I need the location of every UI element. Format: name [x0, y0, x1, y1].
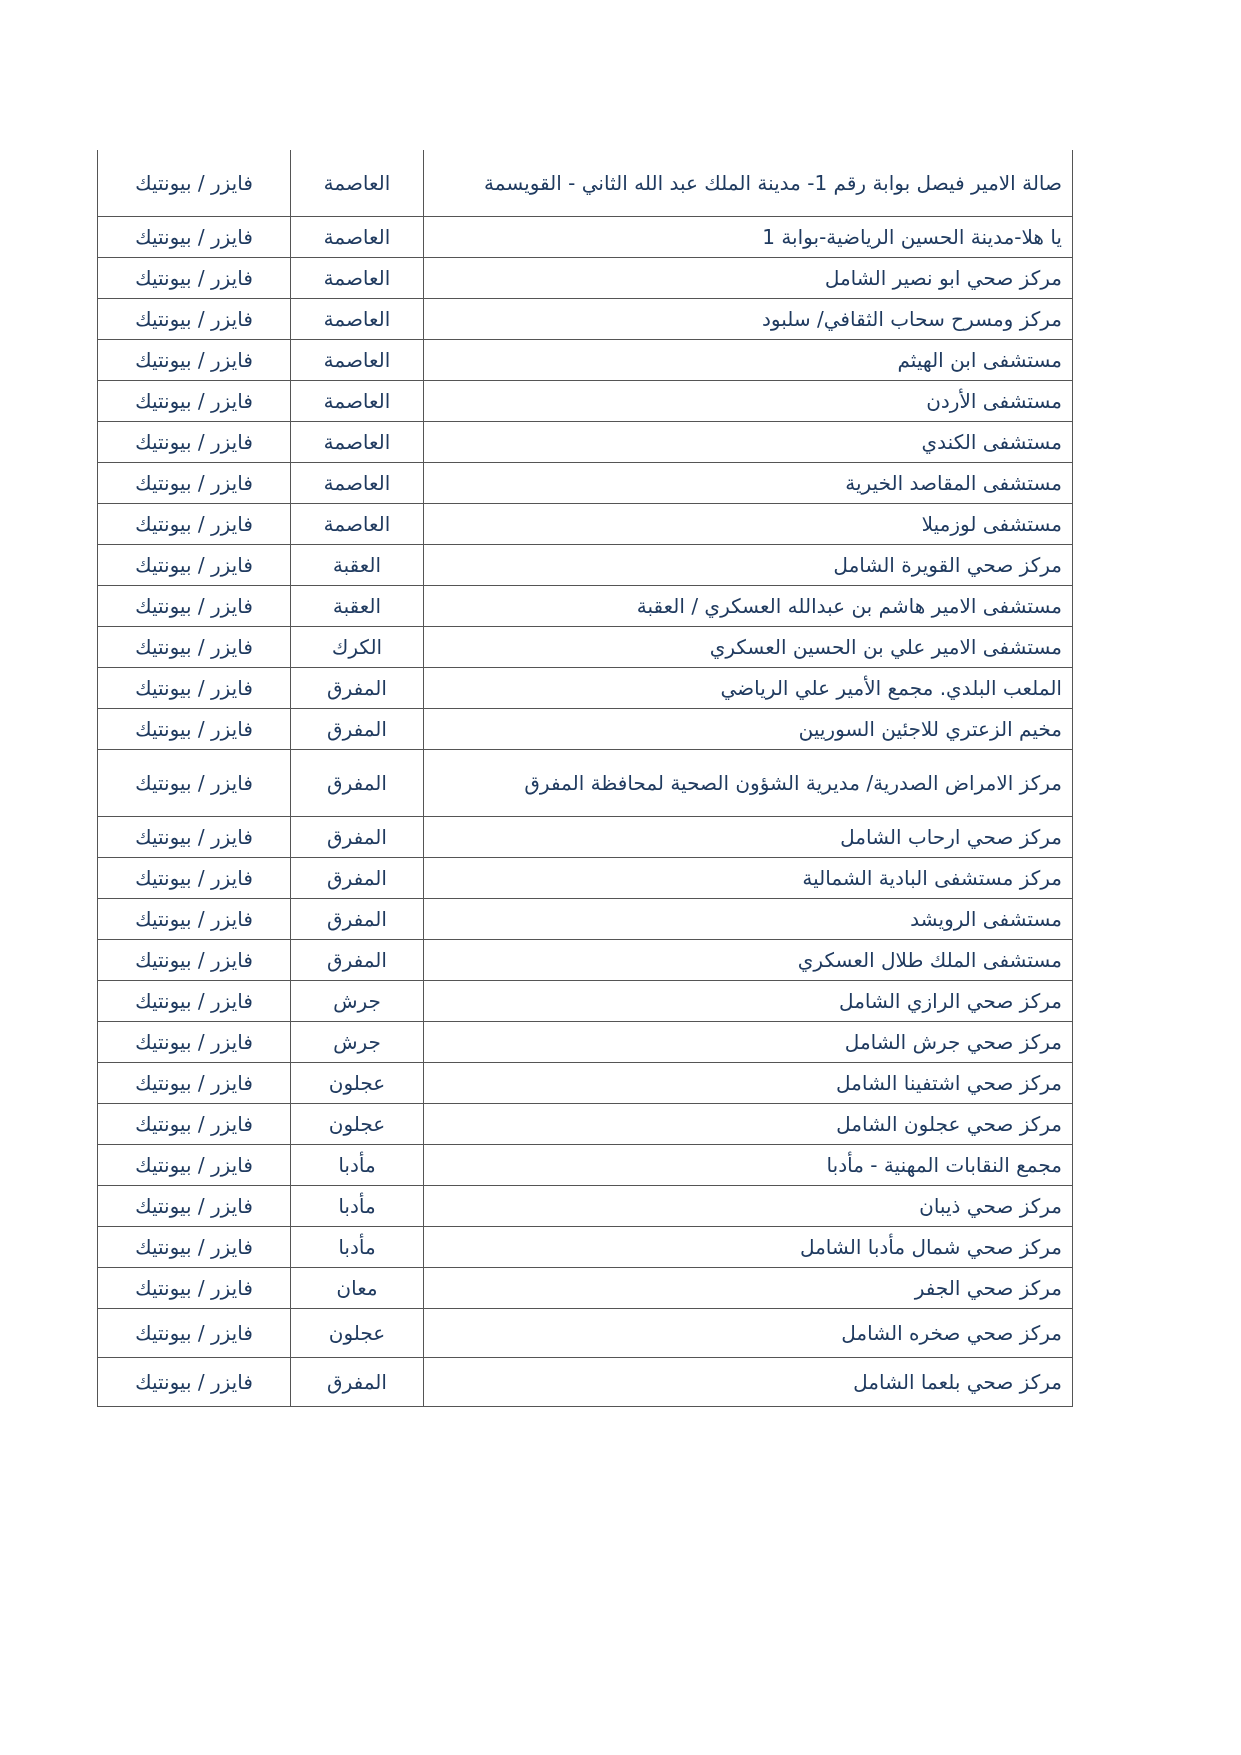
governorate-cell: مأدبا [291, 1145, 424, 1186]
site-name-cell: الملعب البلدي. مجمع الأمير علي الرياضي [424, 668, 1073, 709]
governorate-cell: المفرق [291, 668, 424, 709]
governorate-cell: المفرق [291, 750, 424, 817]
table-row [98, 217, 1073, 258]
vaccine-cell: فايزر / بيونتيك [98, 1145, 291, 1186]
vaccine-cell: فايزر / بيونتيك [98, 504, 291, 545]
vaccine-cell: فايزر / بيونتيك [98, 1227, 291, 1268]
table-row [98, 858, 1073, 899]
table-body [98, 150, 1073, 1407]
table-row [98, 709, 1073, 750]
table-row [98, 545, 1073, 586]
governorate-cell: العقبة [291, 545, 424, 586]
governorate-cell: العاصمة [291, 150, 424, 217]
governorate-cell: المفرق [291, 709, 424, 750]
site-name-cell: مستشفى لوزميلا [424, 504, 1073, 545]
table-row [98, 1186, 1073, 1227]
governorate-cell: العاصمة [291, 422, 424, 463]
governorate-cell: المفرق [291, 940, 424, 981]
table-row [98, 1227, 1073, 1268]
vaccine-cell: فايزر / بيونتيك [98, 545, 291, 586]
governorate-cell: العاصمة [291, 340, 424, 381]
vaccine-cell: فايزر / بيونتيك [98, 463, 291, 504]
site-name-cell: مركز صحي صخره الشامل [424, 1309, 1073, 1358]
governorate-cell: عجلون [291, 1104, 424, 1145]
site-name-cell: مستشفى الامير هاشم بن عبدالله العسكري / العقبة [424, 586, 1073, 627]
vaccine-cell: فايزر / بيونتيك [98, 668, 291, 709]
site-name-cell: مركز صحي شمال مأدبا الشامل [424, 1227, 1073, 1268]
vaccine-cell: فايزر / بيونتيك [98, 1358, 291, 1407]
governorate-cell: معان [291, 1268, 424, 1309]
vaccine-cell: فايزر / بيونتيك [98, 150, 291, 217]
table-row [98, 1358, 1073, 1407]
vaccine-cell: فايزر / بيونتيك [98, 750, 291, 817]
table-row [98, 258, 1073, 299]
site-name-cell: مجمع النقابات المهنية - مأدبا [424, 1145, 1073, 1186]
vaccine-cell: فايزر / بيونتيك [98, 899, 291, 940]
vaccine-cell: فايزر / بيونتيك [98, 858, 291, 899]
vaccine-cell: فايزر / بيونتيك [98, 217, 291, 258]
table-row [98, 1309, 1073, 1358]
table-row [98, 381, 1073, 422]
governorate-cell: عجلون [291, 1063, 424, 1104]
site-name-cell: مركز صحي بلعما الشامل [424, 1358, 1073, 1407]
table-row [98, 504, 1073, 545]
vaccine-cell: فايزر / بيونتيك [98, 1104, 291, 1145]
vaccine-cell: فايزر / بيونتيك [98, 422, 291, 463]
table-row [98, 981, 1073, 1022]
governorate-cell: مأدبا [291, 1227, 424, 1268]
governorate-cell: المفرق [291, 858, 424, 899]
site-name-cell: مستشفى ابن الهيثم [424, 340, 1073, 381]
site-name-cell: مركز صحي ابو نصير الشامل [424, 258, 1073, 299]
vaccination-sites-table [97, 150, 1073, 1407]
table-row [98, 1145, 1073, 1186]
site-name-cell: يا هلا-مدينة الحسين الرياضية-بوابة 1 [424, 217, 1073, 258]
governorate-cell: المفرق [291, 1358, 424, 1407]
site-name-cell: مركز صحي جرش الشامل [424, 1022, 1073, 1063]
site-name-cell: مركز صحي عجلون الشامل [424, 1104, 1073, 1145]
vaccine-cell: فايزر / بيونتيك [98, 586, 291, 627]
table-row [98, 1104, 1073, 1145]
site-name-cell: مركز صحي الجفر [424, 1268, 1073, 1309]
governorate-cell: جرش [291, 981, 424, 1022]
table-row [98, 627, 1073, 668]
table-row [98, 668, 1073, 709]
governorate-cell: العاصمة [291, 463, 424, 504]
vaccine-cell: فايزر / بيونتيك [98, 258, 291, 299]
table-row [98, 340, 1073, 381]
vaccine-cell: فايزر / بيونتيك [98, 1186, 291, 1227]
vaccine-cell: فايزر / بيونتيك [98, 340, 291, 381]
table-row [98, 940, 1073, 981]
table-row [98, 1022, 1073, 1063]
table-row [98, 817, 1073, 858]
governorate-cell: العاصمة [291, 504, 424, 545]
governorate-cell: الكرك [291, 627, 424, 668]
vaccine-cell: فايزر / بيونتيك [98, 981, 291, 1022]
governorate-cell: العاصمة [291, 217, 424, 258]
site-name-cell: مستشفى الرويشد [424, 899, 1073, 940]
governorate-cell: المفرق [291, 817, 424, 858]
vaccine-cell: فايزر / بيونتيك [98, 1063, 291, 1104]
site-name-cell: مستشفى الأردن [424, 381, 1073, 422]
vaccine-cell: فايزر / بيونتيك [98, 627, 291, 668]
vaccine-cell: فايزر / بيونتيك [98, 940, 291, 981]
site-name-cell: مستشفى الكندي [424, 422, 1073, 463]
site-name-cell: مركز صحي القويرة الشامل [424, 545, 1073, 586]
vaccine-cell: فايزر / بيونتيك [98, 709, 291, 750]
table-row [98, 299, 1073, 340]
site-name-cell: مستشفى الملك طلال العسكري [424, 940, 1073, 981]
governorate-cell: مأدبا [291, 1186, 424, 1227]
governorate-cell: العاصمة [291, 299, 424, 340]
site-name-cell: مركز الامراض الصدرية/ مديرية الشؤون الصحية لمحافظة المفرق [424, 750, 1073, 817]
site-name-cell: صالة الامير فيصل بوابة رقم 1- مدينة الملك عبد الله الثاني - القويسمة [424, 150, 1073, 217]
governorate-cell: العاصمة [291, 381, 424, 422]
table-row [98, 1268, 1073, 1309]
table-row [98, 750, 1073, 817]
table-row [98, 586, 1073, 627]
governorate-cell: العاصمة [291, 258, 424, 299]
table-row [98, 463, 1073, 504]
site-name-cell: مركز صحي الرازي الشامل [424, 981, 1073, 1022]
table-row [98, 422, 1073, 463]
site-name-cell: مخيم الزعتري للاجئين السوريين [424, 709, 1073, 750]
governorate-cell: المفرق [291, 899, 424, 940]
site-name-cell: مستشفى المقاصد الخيرية [424, 463, 1073, 504]
governorate-cell: عجلون [291, 1309, 424, 1358]
governorate-cell: جرش [291, 1022, 424, 1063]
table-row [98, 899, 1073, 940]
vaccine-cell: فايزر / بيونتيك [98, 1022, 291, 1063]
site-name-cell: مركز صحي ارحاب الشامل [424, 817, 1073, 858]
site-name-cell: مركز ومسرح سحاب الثقافي/ سلبود [424, 299, 1073, 340]
site-name-cell: مستشفى الامير علي بن الحسين العسكري [424, 627, 1073, 668]
vaccine-cell: فايزر / بيونتيك [98, 299, 291, 340]
vaccine-cell: فايزر / بيونتيك [98, 1268, 291, 1309]
table-row [98, 150, 1073, 217]
vaccine-cell: فايزر / بيونتيك [98, 817, 291, 858]
site-name-cell: مركز صحي اشتفينا الشامل [424, 1063, 1073, 1104]
vaccine-cell: فايزر / بيونتيك [98, 1309, 291, 1358]
site-name-cell: مركز مستشفى البادية الشمالية [424, 858, 1073, 899]
table-row [98, 1063, 1073, 1104]
governorate-cell: العقبة [291, 586, 424, 627]
vaccine-cell: فايزر / بيونتيك [98, 381, 291, 422]
site-name-cell: مركز صحي ذيبان [424, 1186, 1073, 1227]
